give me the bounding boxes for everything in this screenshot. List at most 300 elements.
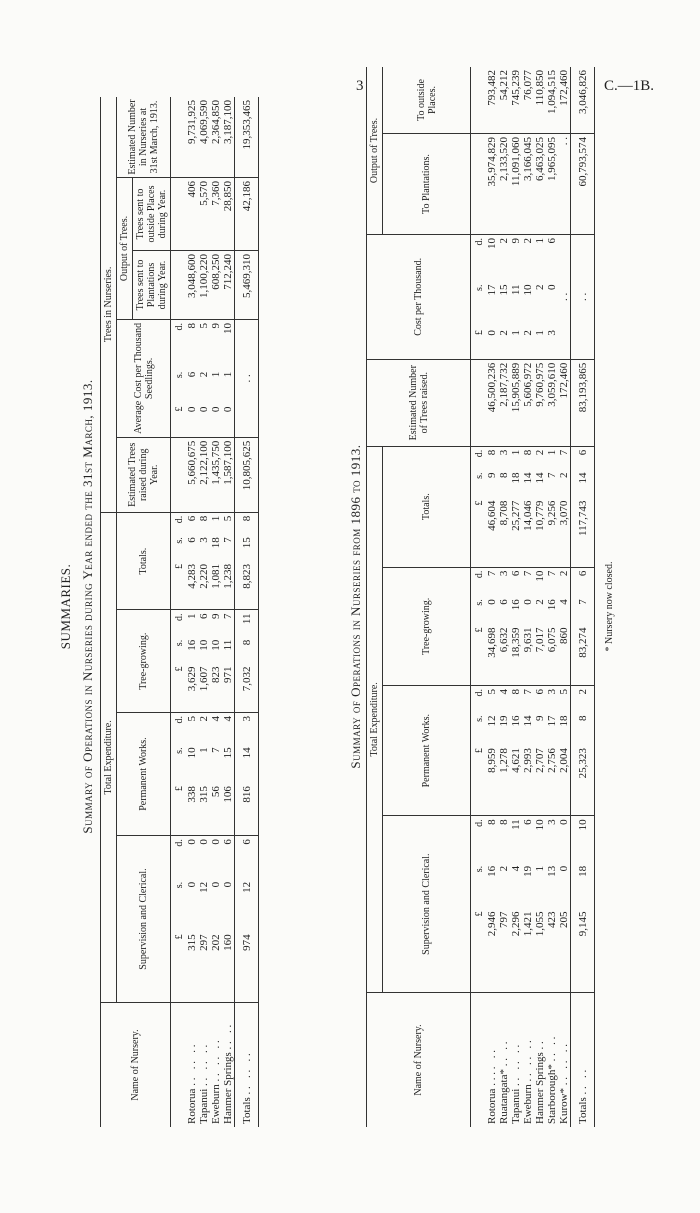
- avg-cost: . .: [235, 320, 259, 438]
- trees-raised: 1,435,750: [210, 437, 222, 512]
- nursery-name: Kurow*: [558, 1087, 570, 1124]
- sup-shillings: 2: [498, 865, 510, 872]
- leader-dots: . . . . . .: [198, 1044, 210, 1086]
- table2-title: Summary of Operations in Nurseries from 1896 to 1913.: [348, 444, 363, 769]
- lsd-pound: £: [471, 327, 487, 359]
- tree-pounds: 1,607: [198, 663, 210, 712]
- table-row: [510, 67, 522, 1127]
- tot-shillings: 8: [498, 472, 510, 478]
- tot-pence: 1: [510, 449, 522, 456]
- cpt-pence: 2: [522, 238, 534, 244]
- tot-pounds: 25,277: [510, 498, 522, 568]
- sup-pounds: 2,296: [510, 909, 522, 993]
- tot-pounds: 14,046: [522, 498, 534, 568]
- perm-pence: 3: [546, 689, 558, 695]
- lsd-pence: d.: [174, 515, 185, 524]
- avg-shillings: 2: [198, 371, 210, 378]
- tree-pence: 9: [210, 613, 222, 619]
- sup-shillings: 12: [198, 881, 210, 893]
- perm-shillings: 10: [186, 747, 198, 759]
- perm-pounds: 4,621: [510, 745, 522, 816]
- avg-shillings: 1: [210, 371, 222, 378]
- sup-pounds: 315: [186, 931, 198, 1002]
- sup-shillings: 18: [577, 865, 589, 877]
- perm-pounds: 56: [210, 783, 222, 835]
- lsd-shilling: s.: [474, 715, 485, 722]
- tot-pounds: 2,220: [198, 561, 210, 610]
- tree-pence: 6: [198, 613, 210, 619]
- cpt-pence: 1: [534, 238, 546, 244]
- cpt-pence: 9: [510, 238, 522, 244]
- perm-pence: 7: [522, 689, 534, 695]
- to-plantations: 1,965,095: [546, 134, 558, 235]
- footnote: * Nursery now closed.: [604, 561, 615, 652]
- sup-shillings: 0: [222, 881, 234, 888]
- sup-pence: 10: [577, 819, 589, 831]
- tot-shillings: 14: [577, 472, 589, 484]
- sup-pounds: 797: [498, 909, 510, 993]
- sup-shillings: 16: [486, 865, 498, 877]
- t1-h-sup: Supervision and Clerical.: [117, 836, 171, 1003]
- leader-dots: . . . . . .: [210, 1040, 222, 1082]
- t1-h-name: Name of Nursery.: [130, 1029, 141, 1101]
- sup-pence: 6: [222, 839, 234, 845]
- to-plantations: 11,091,060: [510, 134, 522, 235]
- sup-shillings: 0: [558, 865, 570, 872]
- nursery-name: Eweburn: [210, 1084, 222, 1124]
- leader-dots: . . . . . .: [241, 1053, 253, 1095]
- tot-pence: 6: [186, 515, 198, 522]
- lsd-pound: £: [171, 783, 187, 835]
- cost-per-thousand: . .: [571, 235, 595, 360]
- estimated-number: 2,364,850: [210, 97, 222, 178]
- perm-shillings: 16: [510, 715, 522, 727]
- tree-pence: 6: [577, 570, 589, 577]
- table-row: [546, 67, 558, 1127]
- lsd-shilling: s.: [174, 881, 185, 889]
- tree-shillings: 4: [558, 599, 570, 605]
- perm-pence: 2: [577, 689, 589, 695]
- tot-pounds: 3,070: [558, 498, 571, 568]
- to-plantations: 5,469,310: [235, 251, 259, 320]
- nursery-name: Hanmer Springs: [222, 1052, 234, 1124]
- perm-pounds: 816: [235, 783, 259, 835]
- estimated-raised: 172,460: [558, 359, 571, 446]
- tree-shillings: 16: [546, 599, 558, 611]
- sup-pounds: 205: [558, 909, 571, 993]
- leader-dots: . . . .: [498, 1041, 510, 1067]
- sup-pence: 0: [210, 839, 222, 845]
- leader-dots: . . . . . .: [522, 1040, 534, 1082]
- lsd-shilling: s.: [474, 472, 485, 479]
- lsd-pound: £: [171, 663, 187, 712]
- tot-shillings: 2: [558, 472, 570, 478]
- lsd-pence: d.: [474, 689, 485, 697]
- totals-row: [571, 67, 595, 1127]
- tot-shillings: 18: [510, 472, 522, 484]
- perm-pence: 5: [186, 715, 198, 722]
- trees-raised: 5,660,675: [186, 437, 198, 512]
- tot-pounds: 10,779: [534, 498, 546, 568]
- nursery-name: Tapanui: [510, 1088, 522, 1124]
- lsd-pence: d.: [474, 449, 485, 458]
- perm-pounds: 25,323: [571, 745, 595, 816]
- tot-pence: 5: [222, 515, 234, 522]
- perm-shillings: 9: [534, 715, 546, 721]
- table-row: [198, 97, 210, 1127]
- t1-h-outside: Trees sent to outside Places during Year.: [133, 178, 171, 251]
- sup-pence: 6: [241, 839, 253, 845]
- leader-dots: . .: [534, 1041, 546, 1050]
- t1-h-est: Estimated Number in Nurseries at 31st March, 1913.: [117, 97, 171, 178]
- sup-pence: 0: [198, 839, 210, 845]
- lsd-shilling: s.: [474, 284, 485, 291]
- tree-shillings: 8: [241, 639, 253, 646]
- sup-pence: 0: [186, 839, 198, 845]
- perm-shillings: 7: [210, 747, 222, 753]
- estimated-number: 3,187,100: [222, 97, 235, 178]
- perm-pence: 4: [222, 715, 234, 722]
- perm-pounds: 2,707: [534, 745, 546, 816]
- nursery-name: Totals: [241, 1097, 253, 1124]
- estimated-raised: 46,500,236: [486, 359, 498, 446]
- lsd-shilling: s.: [474, 599, 485, 606]
- sup-pence: 11: [510, 819, 522, 830]
- tree-shillings: 0: [522, 599, 534, 605]
- leader-dots: . . . .: [222, 1024, 234, 1050]
- tree-pence: 3: [498, 570, 510, 577]
- table-row: [486, 67, 498, 1127]
- perm-pounds: 1,278: [498, 745, 510, 816]
- lsd-pence: d.: [474, 570, 485, 579]
- nursery-name: Totals: [577, 1097, 589, 1124]
- to-outside: 5,570: [198, 178, 210, 251]
- cpt-pounds: 3: [546, 327, 558, 359]
- tot-shillings: 9: [486, 472, 498, 478]
- t1-h-expenditure: Total Expenditure.: [101, 512, 117, 1002]
- sup-pence: 8: [486, 819, 498, 825]
- perm-pence: 3: [241, 715, 253, 722]
- tree-pence: 11: [241, 613, 253, 625]
- tree-shillings: 10: [198, 639, 210, 651]
- table-row: [522, 67, 534, 1127]
- to-plantations: 60,793,574: [571, 134, 595, 235]
- tree-pounds: 971: [222, 663, 235, 712]
- tree-shillings: 7: [577, 599, 589, 605]
- to-outside: 110,850: [534, 67, 546, 134]
- lsd-pound: £: [471, 745, 487, 816]
- perm-pounds: 106: [222, 783, 235, 835]
- lsd-pound: £: [471, 909, 487, 993]
- tot-pounds: 1,238: [222, 561, 235, 610]
- cpt-shillings: 17: [486, 284, 498, 296]
- totals-row: [235, 97, 259, 1127]
- lsd-pound: £: [171, 404, 187, 438]
- table2: [366, 67, 595, 1127]
- estimated-number: 9,731,925: [186, 97, 198, 178]
- sup-shillings: 12: [241, 881, 253, 893]
- sup-pounds: 1,055: [534, 909, 546, 993]
- tree-shillings: 10: [210, 639, 222, 651]
- lsd-shilling: s.: [174, 371, 185, 379]
- perm-pounds: 2,993: [522, 745, 534, 816]
- perm-pounds: 338: [186, 783, 198, 835]
- t1-h-plant: Trees sent to Plantations during Year.: [133, 251, 171, 320]
- leader-dots: . . . . . .: [510, 1044, 522, 1086]
- avg-pence: 10: [222, 323, 234, 334]
- lsd-pence: d.: [474, 238, 485, 246]
- to-outside: 7,360: [210, 178, 222, 251]
- tree-pounds: 6,075: [546, 624, 558, 685]
- tree-pounds: 18,359: [510, 624, 522, 685]
- nursery-name: Rotorua: [186, 1088, 198, 1124]
- avg-pounds: 0: [198, 404, 210, 438]
- nursery-name: Starborough*: [546, 1064, 558, 1124]
- tot-pounds: 1,081: [210, 561, 222, 610]
- avg-pence: 9: [210, 323, 222, 329]
- tree-pounds: 823: [210, 663, 222, 712]
- lsd-shilling: s.: [174, 537, 185, 544]
- t2-h-sup: Supervision and Clerical.: [383, 816, 471, 993]
- tree-pounds: 860: [558, 624, 571, 685]
- tot-pounds: 8,823: [235, 561, 259, 610]
- cpt-shillings: 0: [546, 284, 558, 291]
- to-plantations: 35,974,829: [486, 134, 498, 235]
- sup-pounds: 423: [546, 909, 558, 993]
- lsd-pound: £: [471, 498, 487, 568]
- table-row: [210, 97, 222, 1127]
- tree-pence: 1: [186, 613, 198, 619]
- perm-shillings: 12: [486, 715, 498, 727]
- perm-shillings: 1: [198, 747, 210, 753]
- t1-h-raised: Estimated Trees raised during Year.: [117, 437, 171, 512]
- tree-shillings: 2: [534, 599, 546, 605]
- tot-pence: 8: [486, 449, 498, 456]
- t1-h-tree: Tree-growing.: [117, 610, 171, 713]
- trees-raised: 10,805,625: [235, 437, 259, 512]
- lsd-shilling: s.: [174, 747, 185, 754]
- sup-pounds: 160: [222, 931, 235, 1002]
- tot-pence: 1: [546, 449, 558, 456]
- t2-h-expenditure: Total Expenditure.: [367, 446, 383, 992]
- t2-h-tree: Tree-growing.: [383, 567, 471, 685]
- to-plantations: 3,166,045: [522, 134, 534, 235]
- tot-shillings: 6: [186, 537, 198, 543]
- tot-shillings: 3: [198, 537, 210, 543]
- sup-pence: 3: [546, 819, 558, 825]
- cpt-pounds: 2: [498, 327, 510, 359]
- perm-pence: 2: [198, 715, 210, 722]
- t1-h-output: Output of Trees.: [117, 178, 133, 320]
- nursery-name: Ruatangata*: [498, 1069, 510, 1124]
- avg-pence: 8: [186, 323, 198, 329]
- lsd-pound: £: [171, 561, 187, 610]
- sup-pence: 10: [534, 819, 546, 831]
- to-plantations: 3,048,600: [186, 251, 198, 320]
- tree-pence: 7: [222, 613, 234, 619]
- tree-pence: 10: [534, 570, 546, 582]
- tot-pounds: 9,256: [546, 498, 558, 568]
- lsd-shilling: s.: [174, 639, 185, 647]
- tot-pence: 7: [558, 449, 570, 456]
- estimated-raised: 15,905,889: [510, 359, 522, 446]
- estimated-raised: 9,760,975: [534, 359, 546, 446]
- estimated-raised: 2,187,732: [498, 359, 510, 446]
- tree-shillings: 11: [222, 639, 234, 651]
- cpt-pounds: 0: [486, 327, 498, 359]
- perm-pence: 6: [534, 689, 546, 695]
- tot-shillings: 18: [210, 537, 222, 549]
- tree-pounds: 6,632: [498, 624, 510, 685]
- estimated-raised: 83,193,865: [571, 359, 595, 446]
- perm-shillings: 17: [546, 715, 558, 727]
- lsd-pence: d.: [174, 323, 185, 331]
- sup-shillings: 1: [534, 865, 546, 872]
- tot-shillings: 7: [546, 472, 558, 478]
- tree-shillings: 16: [186, 639, 198, 651]
- tree-pence: 2: [558, 570, 570, 577]
- estimated-raised: 5,606,972: [522, 359, 534, 446]
- cpt-pounds: 1: [510, 327, 522, 359]
- sup-pence: 6: [522, 819, 534, 825]
- sup-shillings: 0: [186, 881, 198, 888]
- perm-pence: 5: [558, 689, 570, 695]
- cpt-pence: 6: [546, 238, 558, 244]
- avg-pounds: 0: [222, 404, 235, 438]
- perm-pounds: 2,756: [546, 745, 558, 816]
- tot-shillings: 14: [534, 472, 546, 484]
- to-outside: 172,460: [558, 67, 571, 134]
- perm-pounds: 8,959: [486, 745, 498, 816]
- document-code: C.—1B.: [604, 78, 655, 94]
- table1-title: Summary of Operations in Nurseries during Year ended the 31st March, 1913.: [80, 379, 95, 834]
- sup-pounds: 297: [198, 931, 210, 1002]
- to-plantations: . .: [558, 134, 571, 235]
- tot-pounds: 46,604: [486, 498, 498, 568]
- to-outside: 406: [186, 178, 198, 251]
- lsd-pence: d.: [174, 613, 185, 621]
- tot-shillings: 15: [241, 537, 253, 549]
- sup-pence: 8: [498, 819, 510, 825]
- perm-pence: 4: [498, 689, 510, 695]
- to-outside: 42,186: [235, 178, 259, 251]
- avg-pence: 5: [198, 323, 210, 329]
- to-outside: 745,239: [510, 67, 522, 134]
- estimated-raised: 3,059,610: [546, 359, 558, 446]
- to-plantations: 608,250: [210, 251, 222, 320]
- tot-pence: 6: [577, 449, 589, 456]
- cpt-pence: 2: [498, 238, 510, 244]
- leader-dots: . . . .: [486, 1050, 498, 1075]
- lsd-pence: d.: [174, 715, 185, 724]
- t2-h-tot: Totals.: [383, 446, 471, 567]
- nursery-name: Rotorua . .: [486, 1077, 498, 1124]
- tree-pence: 6: [510, 570, 522, 577]
- sup-shillings: 19: [522, 865, 534, 877]
- cpt-shillings: 2: [534, 284, 546, 291]
- cpt-shillings: 15: [498, 284, 510, 296]
- lsd-pence: d.: [174, 839, 185, 847]
- sup-shillings: 13: [546, 865, 558, 877]
- to-plantations: 6,463,025: [534, 134, 546, 235]
- perm-shillings: 15: [222, 747, 234, 759]
- tree-pounds: 83,274: [571, 624, 595, 685]
- tot-pence: 3: [498, 449, 510, 456]
- trees-raised: 2,122,100: [198, 437, 210, 512]
- sup-pence: 0: [558, 819, 570, 825]
- tot-pence: 8: [522, 449, 534, 456]
- to-outside: 54,212: [498, 67, 510, 134]
- tot-pence: 8: [198, 515, 210, 522]
- tree-shillings: 6: [498, 599, 510, 605]
- t2-h-cpt: Cost per Thousand.: [367, 235, 471, 360]
- avg-shillings: 1: [222, 371, 234, 378]
- table-row: [186, 97, 198, 1127]
- to-outside: 793,482: [486, 67, 498, 134]
- cpt-pounds: 1: [534, 327, 546, 359]
- trees-raised: 1,587,100: [222, 437, 235, 512]
- tree-shillings: 16: [510, 599, 522, 611]
- perm-pounds: 2,004: [558, 745, 571, 816]
- tree-pence: 7: [546, 570, 558, 577]
- t2-h-plant: To Plantations.: [383, 134, 471, 235]
- tot-pounds: 117,743: [571, 498, 595, 568]
- to-plantations: 712,240: [222, 251, 235, 320]
- perm-shillings: 18: [558, 715, 570, 727]
- tot-pence: 8: [241, 515, 253, 522]
- t1-h-trees: Trees in Nurseries.: [101, 97, 117, 512]
- sup-pounds: 974: [235, 931, 259, 1002]
- table1: [100, 97, 259, 1127]
- tree-pounds: 34,698: [486, 624, 498, 685]
- cpt-pence: 10: [486, 238, 498, 249]
- tot-pounds: 4,283: [186, 561, 198, 610]
- t2-h-name: Name of Nursery.: [413, 1024, 424, 1096]
- tot-pence: 1: [210, 515, 222, 522]
- cpt-pounds: 2: [522, 327, 534, 359]
- perm-pence: 5: [486, 689, 498, 695]
- to-outside: 76,077: [522, 67, 534, 134]
- nursery-name: Tapanui: [198, 1088, 210, 1124]
- leader-dots: . . . .: [546, 1036, 558, 1062]
- t2-h-perm: Permanent Works.: [383, 686, 471, 816]
- avg-pounds: 0: [186, 404, 198, 438]
- tree-pence: 7: [522, 570, 534, 577]
- to-outside: 3,046,826: [571, 67, 595, 134]
- perm-shillings: 8: [577, 715, 589, 721]
- to-outside: 1,094,515: [546, 67, 558, 134]
- table-row: [558, 67, 571, 1127]
- tree-pounds: 7,032: [235, 663, 259, 712]
- tree-pounds: 3,629: [186, 663, 198, 712]
- t1-h-avg: Average Cost per Thousand Seedlings.: [117, 320, 171, 438]
- to-plantations: 2,133,520: [498, 134, 510, 235]
- cost-per-thousand: . .: [558, 235, 571, 360]
- sup-pounds: 9,145: [571, 909, 595, 993]
- t1-h-perm: Permanent Works.: [117, 712, 171, 835]
- sup-pounds: 2,946: [486, 909, 498, 993]
- tree-pounds: 9,631: [522, 624, 534, 685]
- perm-pence: 4: [210, 715, 222, 722]
- t2-h-outside: To outside Places.: [383, 67, 471, 134]
- table-row: [222, 97, 235, 1127]
- perm-shillings: 14: [522, 715, 534, 727]
- tot-pence: 2: [534, 449, 546, 456]
- nursery-name: Eweburn: [522, 1084, 534, 1124]
- estimated-number: 19,353,465: [235, 97, 259, 178]
- tot-shillings: 14: [522, 472, 534, 484]
- tot-pounds: 8,708: [498, 498, 510, 568]
